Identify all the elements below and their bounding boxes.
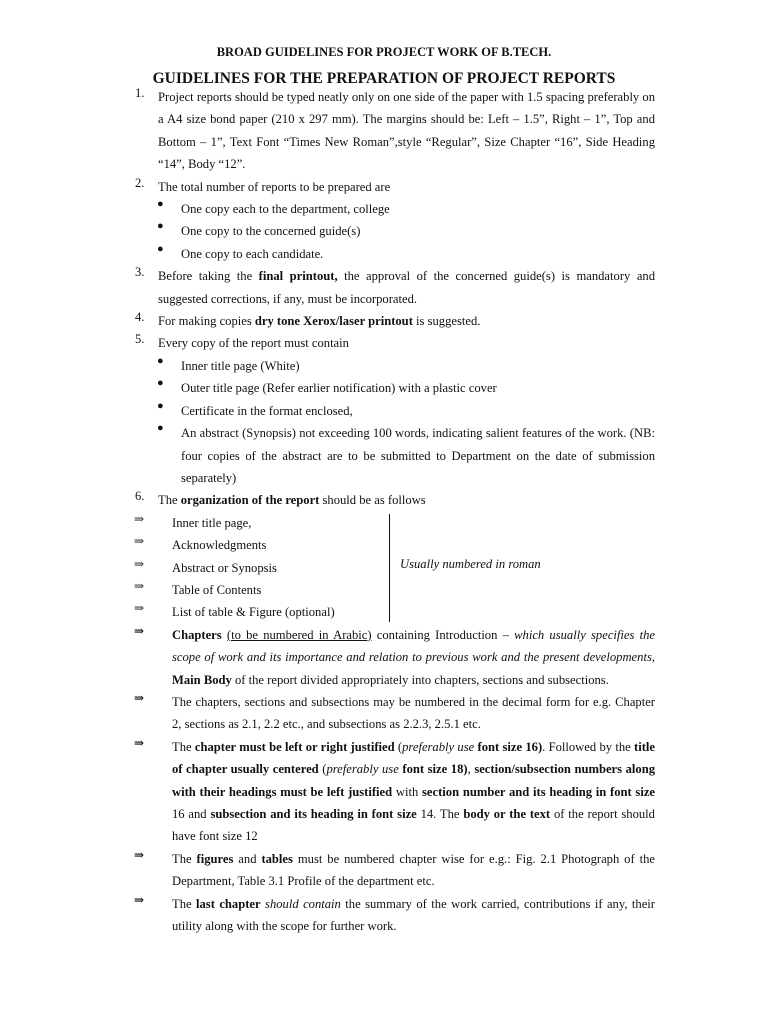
list-item-5	[0, 332, 768, 354]
bullet-item	[0, 243, 768, 265]
italic-run: preferably use	[402, 739, 475, 754]
item-text: Project reports should be typed neatly only on one side of the paper with 1.5 spacing preferably on a A4 size bond paper (210 x 297 mm). The margins should be: Left – 1.5”, Right – 1”, Top and Bottom – 1”, Text Font “Times New Roman”,style “Regular”, Size Chapter “16”, Side Heading “14”, Body “12”.	[158, 90, 655, 172]
front-matter-item	[0, 557, 768, 579]
item-text: The total number of reports to be prepared are	[158, 179, 391, 194]
text-run: (	[394, 739, 403, 754]
front-matter-text: Abstract or Synopsis	[172, 560, 277, 575]
item-number: 2.	[135, 175, 145, 190]
underline-run: (to be numbered in Arabic)	[226, 627, 372, 642]
list-item-3	[0, 265, 768, 310]
guideline-last-chapter	[0, 893, 768, 938]
bullet-text: An abstract (Synopsis) not exceeding 100 words, indicating salient features of the work. (NB: four copies of the abstract are to be submitted to Department on the date of submission separately)	[181, 426, 655, 485]
text-run: of the report divided appropriately into chapters, sections and subsections.	[231, 672, 609, 687]
bold-run: body or the text	[463, 807, 551, 821]
guideline-numbering	[0, 691, 768, 736]
front-matter-item	[0, 512, 768, 534]
bold-run: last chapter	[196, 896, 261, 911]
arrow-icon: ⇒	[134, 623, 145, 638]
item-number: 5.	[135, 332, 145, 347]
guideline-chapters	[0, 624, 768, 691]
list-item-1	[0, 86, 768, 176]
text-run: The	[172, 896, 197, 911]
text-run: is suggested.	[412, 314, 481, 329]
arrow-icon: ⇒	[134, 601, 145, 616]
list-item-6	[0, 489, 768, 511]
bullet-icon: ●	[157, 198, 164, 211]
text-run: the summary of the work carried, contributions if any, their utility along with the scope for further work.	[172, 896, 655, 934]
italic-run: which usually specifies the scope of work and its importance and relation to previous work and the present developments,	[172, 627, 655, 665]
arrow-icon: ⇒	[134, 735, 145, 750]
bold-run: section/subsection numbers along with their headings must be left justified	[172, 762, 655, 799]
text-run: 16 and	[172, 807, 211, 821]
bullet-item	[0, 422, 768, 489]
item-number: 6.	[135, 489, 145, 504]
front-matter-item	[0, 601, 768, 623]
item-number: 3.	[135, 265, 145, 280]
text-run: and	[233, 851, 262, 866]
arrow-icon: ⇒	[134, 847, 145, 862]
bullet-item	[0, 355, 768, 377]
text-run: must be numbered chapter wise for e.g.: Fig. 2.1 Photograph of the Department, Table 3.1 Profile of the department etc.	[172, 851, 655, 889]
front-matter-text: Acknowledgments	[172, 538, 267, 553]
item-text	[158, 310, 655, 332]
bullet-icon: ●	[157, 220, 164, 233]
bullet-text: One copy each to the department, college	[181, 202, 390, 217]
bold-run: figures	[196, 851, 234, 866]
bullet-item	[0, 400, 768, 422]
text-run: The	[158, 493, 181, 508]
front-matter-item	[0, 534, 768, 556]
bullet-icon: ●	[157, 422, 164, 435]
guideline-text	[172, 736, 655, 848]
bold-run: title of chapter usually centered	[172, 739, 655, 777]
bold-run: section number and its heading in font size	[422, 784, 656, 799]
text-run: For making copies	[158, 314, 255, 329]
roman-bracket-divider	[389, 514, 390, 622]
bold-run: tables	[261, 851, 293, 866]
list-item-4	[0, 310, 768, 332]
italic-run: preferably use	[326, 762, 399, 777]
bullet-text: Inner title page (White)	[181, 358, 300, 373]
bullet-text: Outer title page (Refer earlier notification) with a plastic cover	[181, 381, 497, 396]
bold-run: font size 18)	[402, 762, 468, 777]
bullet-text: One copy to the concerned guide(s)	[181, 224, 361, 239]
bullet-icon: ●	[157, 354, 164, 367]
bold-run: subsection and its heading in font size	[210, 807, 417, 821]
bold-run: Main Body	[172, 672, 232, 687]
document-body	[0, 86, 768, 937]
arrow-icon: ⇒	[134, 556, 145, 571]
item-text	[158, 489, 655, 511]
bold-run: dry tone Xerox/laser printout	[254, 314, 413, 329]
text-run: containing Introduction –	[371, 627, 515, 642]
bullet-text: Certificate in the format enclosed,	[181, 403, 353, 418]
text-run: should be as follows	[319, 493, 426, 508]
item-text: Every copy of the report must contain	[158, 336, 349, 351]
front-matter-item	[0, 579, 768, 601]
text-run: the approval of the concerned guide(s) is mandatory and suggested corrections, if any, must be incorporated.	[158, 269, 656, 306]
bold-run: chapter must be left or right justified	[194, 739, 395, 754]
document-title: BROAD GUIDELINES FOR PROJECT WORK OF B.TECH.	[216, 45, 552, 59]
bullet-text: One copy to each candidate.	[181, 246, 324, 261]
arrow-icon: ⇒	[134, 511, 145, 526]
text-run: of the report should have font size 12	[172, 807, 655, 844]
arrow-icon: ⇒	[134, 892, 145, 907]
italic-run: should contain	[265, 896, 341, 911]
bullet-icon: ●	[157, 399, 164, 412]
bullet-item	[0, 377, 768, 399]
text-run: ,	[467, 762, 475, 777]
item-number: 1.	[135, 86, 145, 100]
list-item-2	[0, 176, 768, 198]
text-run: with	[392, 784, 423, 799]
arrow-icon: ⇒	[134, 534, 145, 549]
text-run: The	[172, 739, 195, 754]
bold-run: final printout,	[258, 269, 338, 284]
guideline-text	[172, 624, 655, 691]
guideline-figures	[0, 848, 768, 893]
arrow-icon: ⇒	[134, 578, 145, 593]
text-run: Before taking the	[158, 269, 259, 284]
bullet-item	[0, 198, 768, 220]
front-matter-text: Inner title page,	[172, 515, 252, 530]
bullet-item	[0, 220, 768, 242]
bold-run: Chapters	[172, 627, 222, 642]
bold-run: organization of the report	[180, 493, 320, 508]
text-run: 14. The	[416, 807, 464, 821]
bold-run: font size 16)	[477, 739, 543, 754]
text-run: (	[318, 762, 327, 777]
roman-numbering-note: Usually numbered in roman	[400, 557, 541, 571]
front-matter-text: Table of Contents	[172, 582, 262, 597]
bullet-icon: ●	[157, 377, 164, 390]
guideline-fonts	[0, 736, 768, 848]
text-run: The	[172, 851, 197, 866]
guideline-text	[172, 893, 655, 938]
document-subtitle: GUIDELINES FOR THE PREPARATION OF PROJECT REPORTS	[152, 70, 616, 87]
guideline-text: The chapters, sections and subsections may be numbered in the decimal form for e.g. Chapter 2, sections as 2.1, 2.2 etc., and subsections as 2.2.3, 2.5.1 etc.	[172, 694, 655, 732]
bullet-icon: ●	[157, 242, 164, 255]
arrow-icon: ⇒	[134, 690, 145, 705]
front-matter-text: List of table & Figure (optional)	[172, 605, 335, 620]
text-run: . Followed by the	[542, 739, 635, 754]
guideline-text	[172, 848, 655, 893]
item-number: 4.	[135, 310, 145, 325]
item-text	[158, 265, 655, 310]
